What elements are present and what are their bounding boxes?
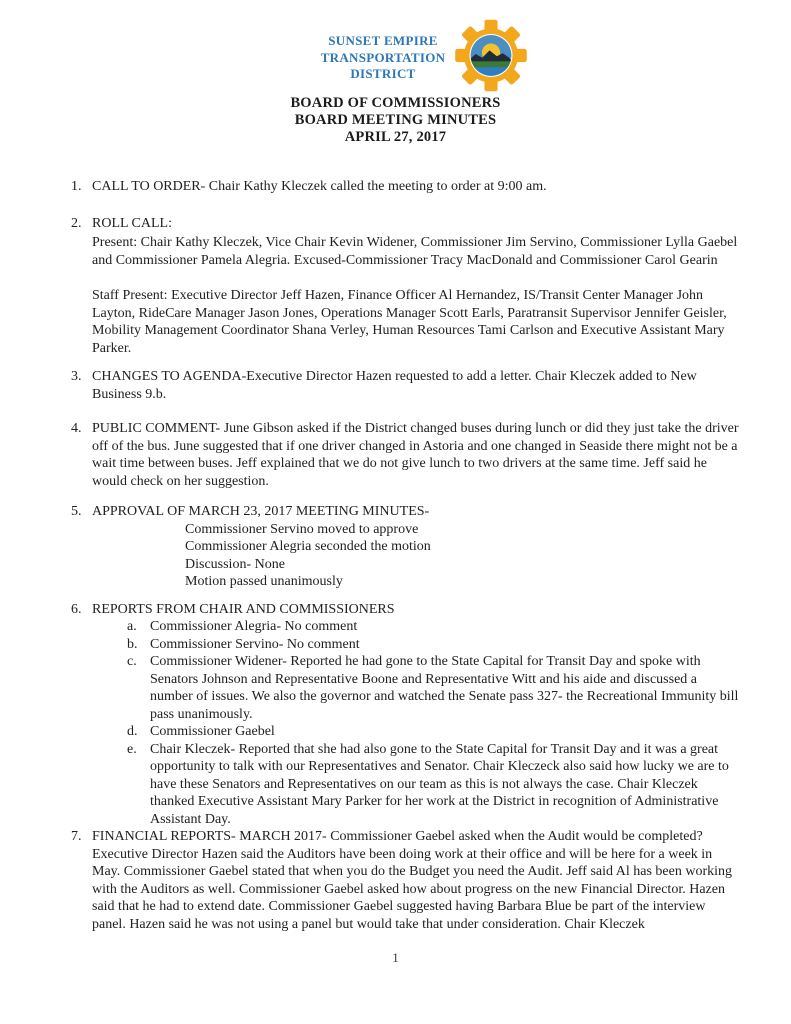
subitem-label: a.: [127, 619, 137, 634]
org-name-line3: DISTRICT: [350, 66, 416, 81]
report-subitem: [127, 636, 742, 654]
item-number: 1.: [71, 179, 82, 194]
item-heading: ROLL CALL:: [92, 215, 172, 231]
roll-call-present: Present: Chair Kathy Kleczek, Vice Chair Kevin Widener, Commissioner Jim Servino, Commissioner Lylla Gaebel and Commissioner Pamela Alegria. Excused-Commissioner Tracy MacDonald and Commissioner Carol Gearin: [92, 235, 738, 268]
item-text: PUBLIC COMMENT- June Gibson asked if the District changed buses during lunch or did they just take the driver off of the bus. June suggested that if one driver changed in Astoria and one changed in Seaside there might not be a wait time between buses. Jeff explained that we do not give lunch to two drivers at the same time. Jeff said he would check on her suggestion.: [92, 421, 739, 489]
subitem-label: d.: [127, 724, 138, 739]
doc-title-line3: APRIL 27, 2017: [344, 129, 447, 145]
item-heading: APPROVAL OF MARCH 23, 2017 MEETING MINUTES-: [92, 504, 430, 519]
subitem-label: c.: [127, 654, 137, 669]
motion-lines: [185, 521, 742, 591]
item-number: 3.: [71, 369, 82, 384]
doc-title: [0, 95, 791, 146]
report-subitem: [127, 618, 742, 636]
item-text: CALL TO ORDER- Chair Kathy Kleczek called the meeting to order at 9:00 am.: [92, 179, 547, 194]
minutes-item-changes-to-agenda: [71, 368, 751, 403]
motion-line: Commissioner Servino moved to approve: [185, 521, 419, 537]
minutes-item-approval-of-minutes: [71, 503, 751, 591]
minutes-item-call-to-order: [71, 178, 751, 196]
subitem-label: e.: [127, 741, 137, 757]
item-heading: REPORTS FROM CHAIR AND COMMISSIONERS: [92, 601, 395, 617]
minutes-item-financial-reports: [71, 828, 751, 933]
document-header: [0, 0, 791, 148]
subitem-label: b.: [127, 636, 138, 652]
item-number: 4.: [71, 421, 82, 436]
minutes-list: [71, 178, 751, 933]
motion-line: Motion passed unanimously: [185, 574, 343, 589]
item-number: 6.: [71, 601, 82, 617]
doc-title-line1: BOARD OF COMMISSIONERS: [290, 95, 501, 111]
org-name: [314, 33, 452, 83]
minutes-item-roll-call: [71, 215, 751, 358]
roll-call-staff-present: Staff Present: Executive Director Jeff Hazen, Finance Officer Al Hernandez, IS/Transit Center Manager John Layton, RideCare Manager Jason Jones, Operations Manager Scott Earls, Paratransit Supervisor Jennifer Geisler, Mobility Management Coordinator Shana Verley, Human Resources Tami Carlson and Executive Assistant Mary Parker.: [92, 288, 727, 356]
motion-line: Discussion- None: [185, 556, 285, 572]
report-subitem: [127, 653, 742, 723]
subitem-text: Commissioner Servino- No comment: [150, 636, 360, 652]
subitem-text: Commissioner Alegria- No comment: [150, 619, 358, 634]
minutes-item-reports: [71, 601, 751, 829]
report-subitem: [127, 723, 742, 741]
item-number: 2.: [71, 215, 82, 231]
subitem-text: Chair Kleczek- Reported that she had also gone to the State Capital for Transit Day and it was a great opportunity to talk with our Representatives and Senator. Chair Kleczeck also said how lucky we are to have these Senators and Representatives on our team as this is not always the case. Chair Kleczek thanked Executive Assistant Mary Parker for her work at the District in recognition of Administrative Assistant Day.: [150, 741, 729, 827]
page-number: 1: [392, 950, 399, 965]
org-name-line1: SUNSET EMPIRE: [328, 33, 438, 48]
sunset-gear-logo-icon: [450, 19, 532, 92]
doc-title-line2: BOARD MEETING MINUTES: [294, 112, 497, 128]
org-name-line2: TRANSPORTATION: [320, 49, 446, 65]
minutes-item-public-comment: [71, 420, 751, 490]
item-text: FINANCIAL REPORTS- MARCH 2017- Commissioner Gaebel asked when the Audit would be completed? Executive Director Hazen said the Auditors have been doing work at their office and will be here for a week in May. Commissioner Gaebel stated that when you do the Budget you need the Audit. Jeff said Al has been working with the Auditors as well. Commissioner Gaebel asked how about progress on the new Financial Director. Hazen said that he had to extend date. Commissioner Gaebel suggested having Barbara Blue be part of the interview panel. Hazen said he was not using a panel but would take that under consideration. Chair Kleczek: [92, 829, 732, 932]
subitem-text: Commissioner Widener- Reported he had gone to the State Capital for Transit Day and spoke with Senators Johnson and Representative Boone and Representative Witt and his aide and discussed a number of issues. We also the governor and watched the Senate pass 327- the Recreational Immunity bill pass unanimously.: [150, 654, 739, 722]
page-footer: [0, 950, 791, 966]
item-text: CHANGES TO AGENDA-Executive Director Hazen requested to add a letter. Chair Kleczek added to New Business 9.b.: [92, 369, 697, 402]
motion-line: Commissioner Alegria seconded the motion: [185, 539, 431, 554]
subitem-text: Commissioner Gaebel: [150, 724, 275, 739]
item-number: 7.: [71, 829, 82, 844]
report-subitem: [127, 741, 742, 829]
item-number: 5.: [71, 504, 82, 519]
